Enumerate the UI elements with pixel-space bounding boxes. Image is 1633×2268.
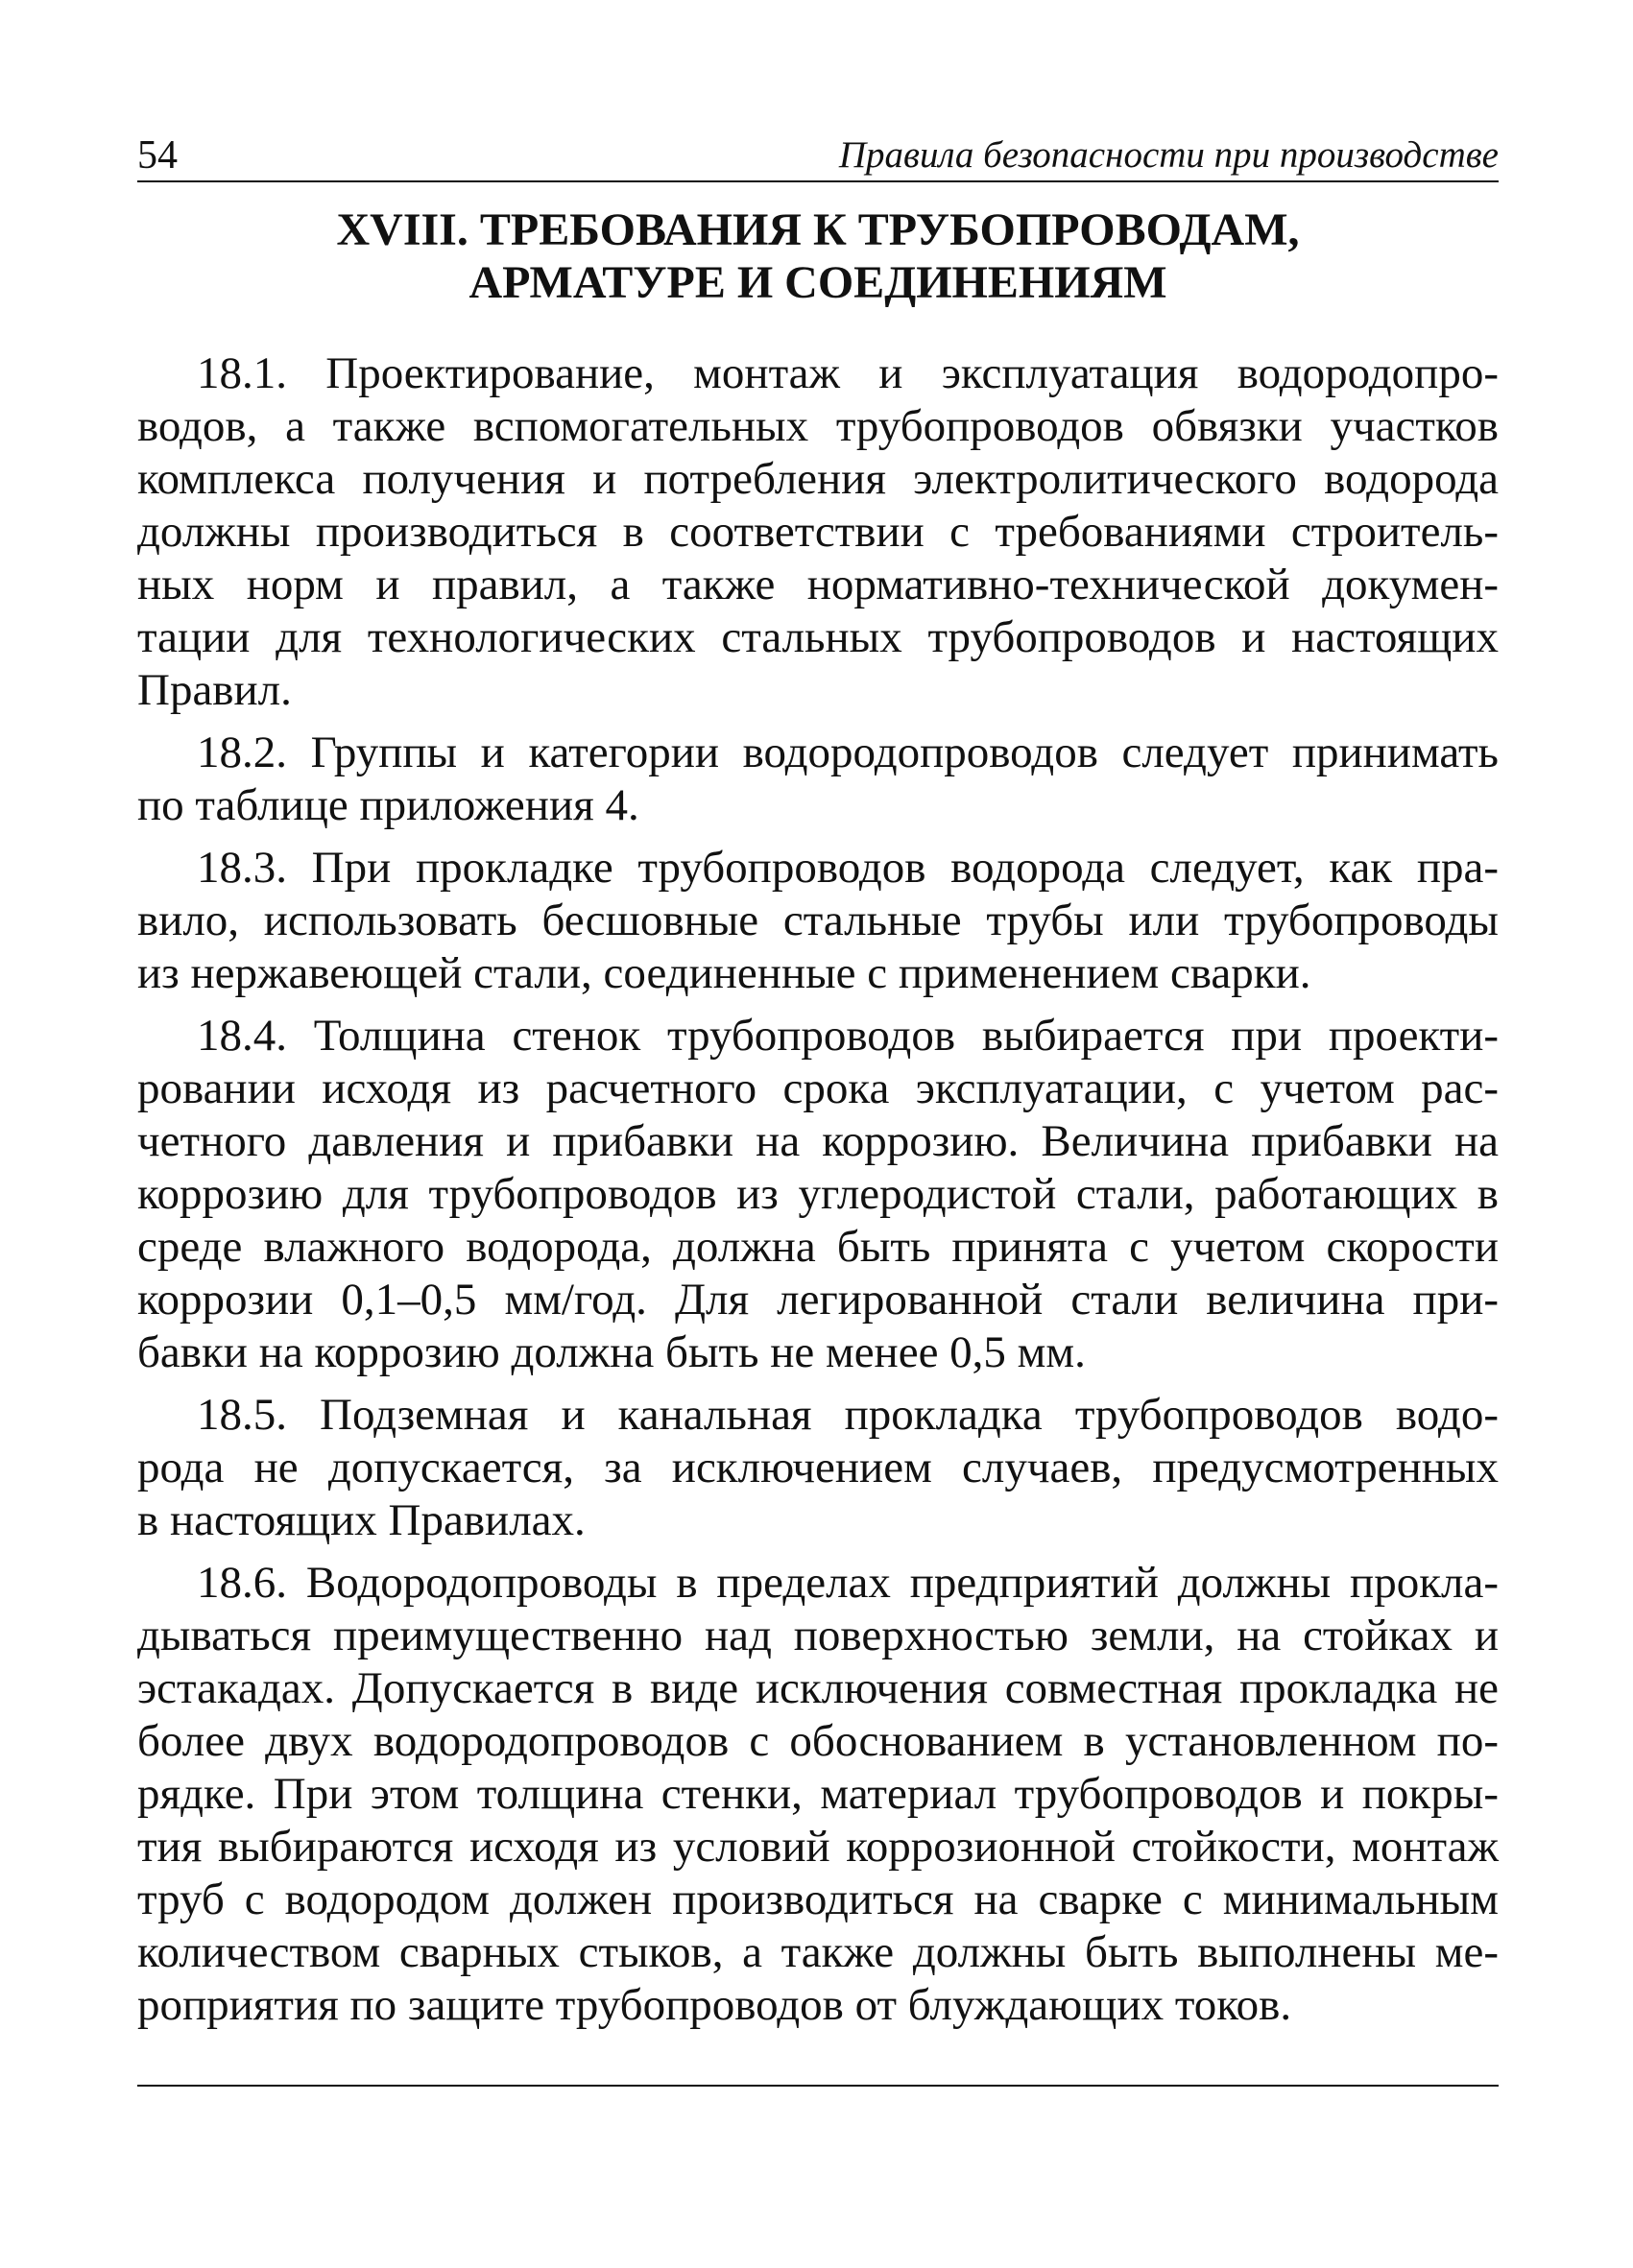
text-line: труб с водородом должен производиться на сварке с минимальным — [137, 1874, 1499, 1924]
running-head — [137, 131, 1499, 180]
text-line: четного давления и прибавки на коррозию. Величина прибавки на — [137, 1116, 1499, 1166]
chapter-title-line-1: XVIII. ТРЕБОВАНИЯ К ТРУБОПРОВОДАМ, — [336, 204, 1300, 255]
paragraph-18-4 — [137, 1010, 1499, 1379]
page-number: 54 — [137, 133, 178, 178]
running-title: Правила безопасности при производстве — [838, 134, 1499, 176]
text-line: рода не допускается, за исключением случаев, предусмотренных — [137, 1443, 1499, 1492]
paragraph-18-3 — [137, 842, 1499, 1000]
text-line: 18.1. Проектирование, монтаж и эксплуатация водородопро- — [197, 348, 1499, 398]
body-text — [137, 347, 1499, 2041]
paragraph-18-6 — [137, 1557, 1499, 2032]
footer-divider — [137, 2085, 1499, 2087]
paragraph-18-5 — [137, 1389, 1499, 1547]
paragraph-18-1 — [137, 347, 1499, 717]
text-line: роприятия по защите трубопроводов от блуждающих токов. — [137, 1980, 1292, 2030]
paragraph-18-2 — [137, 727, 1499, 832]
text-line: количеством сварных стыков, а также должны быть выполнены ме- — [137, 1927, 1499, 1977]
text-line: ных норм и правил, а также нормативно-технической докумен- — [137, 560, 1499, 609]
text-line: дываться преимущественно над поверхностью земли, на стойках и — [137, 1611, 1499, 1660]
text-line: 18.6. Водородопроводы в пределах предприятий должны прокла- — [197, 1558, 1499, 1608]
text-line: тации для технологических стальных трубопроводов и настоящих — [137, 612, 1499, 662]
text-line: тия выбираются исходя из условий коррозионной стойкости, монтаж — [137, 1822, 1499, 1872]
text-line: по таблице приложения 4. — [137, 780, 639, 830]
text-line: 18.4. Толщина стенок трубопроводов выбирается при проекти- — [197, 1011, 1499, 1061]
text-line: рядке. При этом толщина стенки, материал трубопроводов и покры- — [137, 1769, 1499, 1819]
text-line: комплекса получения и потребления электролитического водорода — [137, 454, 1499, 504]
text-line: водов, а также вспомогательных трубопроводов обвязки участков — [137, 401, 1499, 451]
text-line: среде влажного водорода, должна быть принята с учетом скорости — [137, 1222, 1499, 1272]
chapter-title — [137, 203, 1499, 309]
text-line: Правил. — [137, 665, 292, 715]
text-line: эстакадах. Допускается в виде исключения совместная прокладка не — [137, 1663, 1499, 1713]
header-divider — [137, 180, 1499, 182]
text-line: 18.3. При прокладке трубопроводов водорода следует, как пра- — [197, 843, 1499, 893]
text-line: коррозию для трубопроводов из углеродистой стали, работающих в — [137, 1169, 1499, 1219]
text-line: коррозии 0,1–0,5 мм/год. Для легированной стали величина при- — [137, 1275, 1499, 1325]
text-line: бавки на коррозию должна быть не менее 0,5 мм. — [137, 1327, 1086, 1377]
text-line: более двух водородопроводов с обоснованием в установленном по- — [137, 1716, 1499, 1766]
text-line: в настоящих Правилах. — [137, 1495, 586, 1545]
text-line: из нержавеющей стали, соединенные с применением сварки. — [137, 948, 1311, 998]
chapter-title-line-2: АРМАТУРЕ И СОЕДИНЕНИЯМ — [468, 257, 1167, 308]
text-line: 18.5. Подземная и канальная прокладка трубопроводов водо- — [197, 1390, 1499, 1440]
text-line: должны производиться в соответствии с требованиями строитель- — [137, 507, 1499, 557]
text-line: вило, использовать бесшовные стальные трубы или трубопроводы — [137, 895, 1499, 945]
text-line: 18.2. Группы и категории водородопроводов следует принимать — [197, 728, 1499, 777]
text-line: ровании исходя из расчетного срока эксплуатации, с учетом рас- — [137, 1063, 1499, 1113]
